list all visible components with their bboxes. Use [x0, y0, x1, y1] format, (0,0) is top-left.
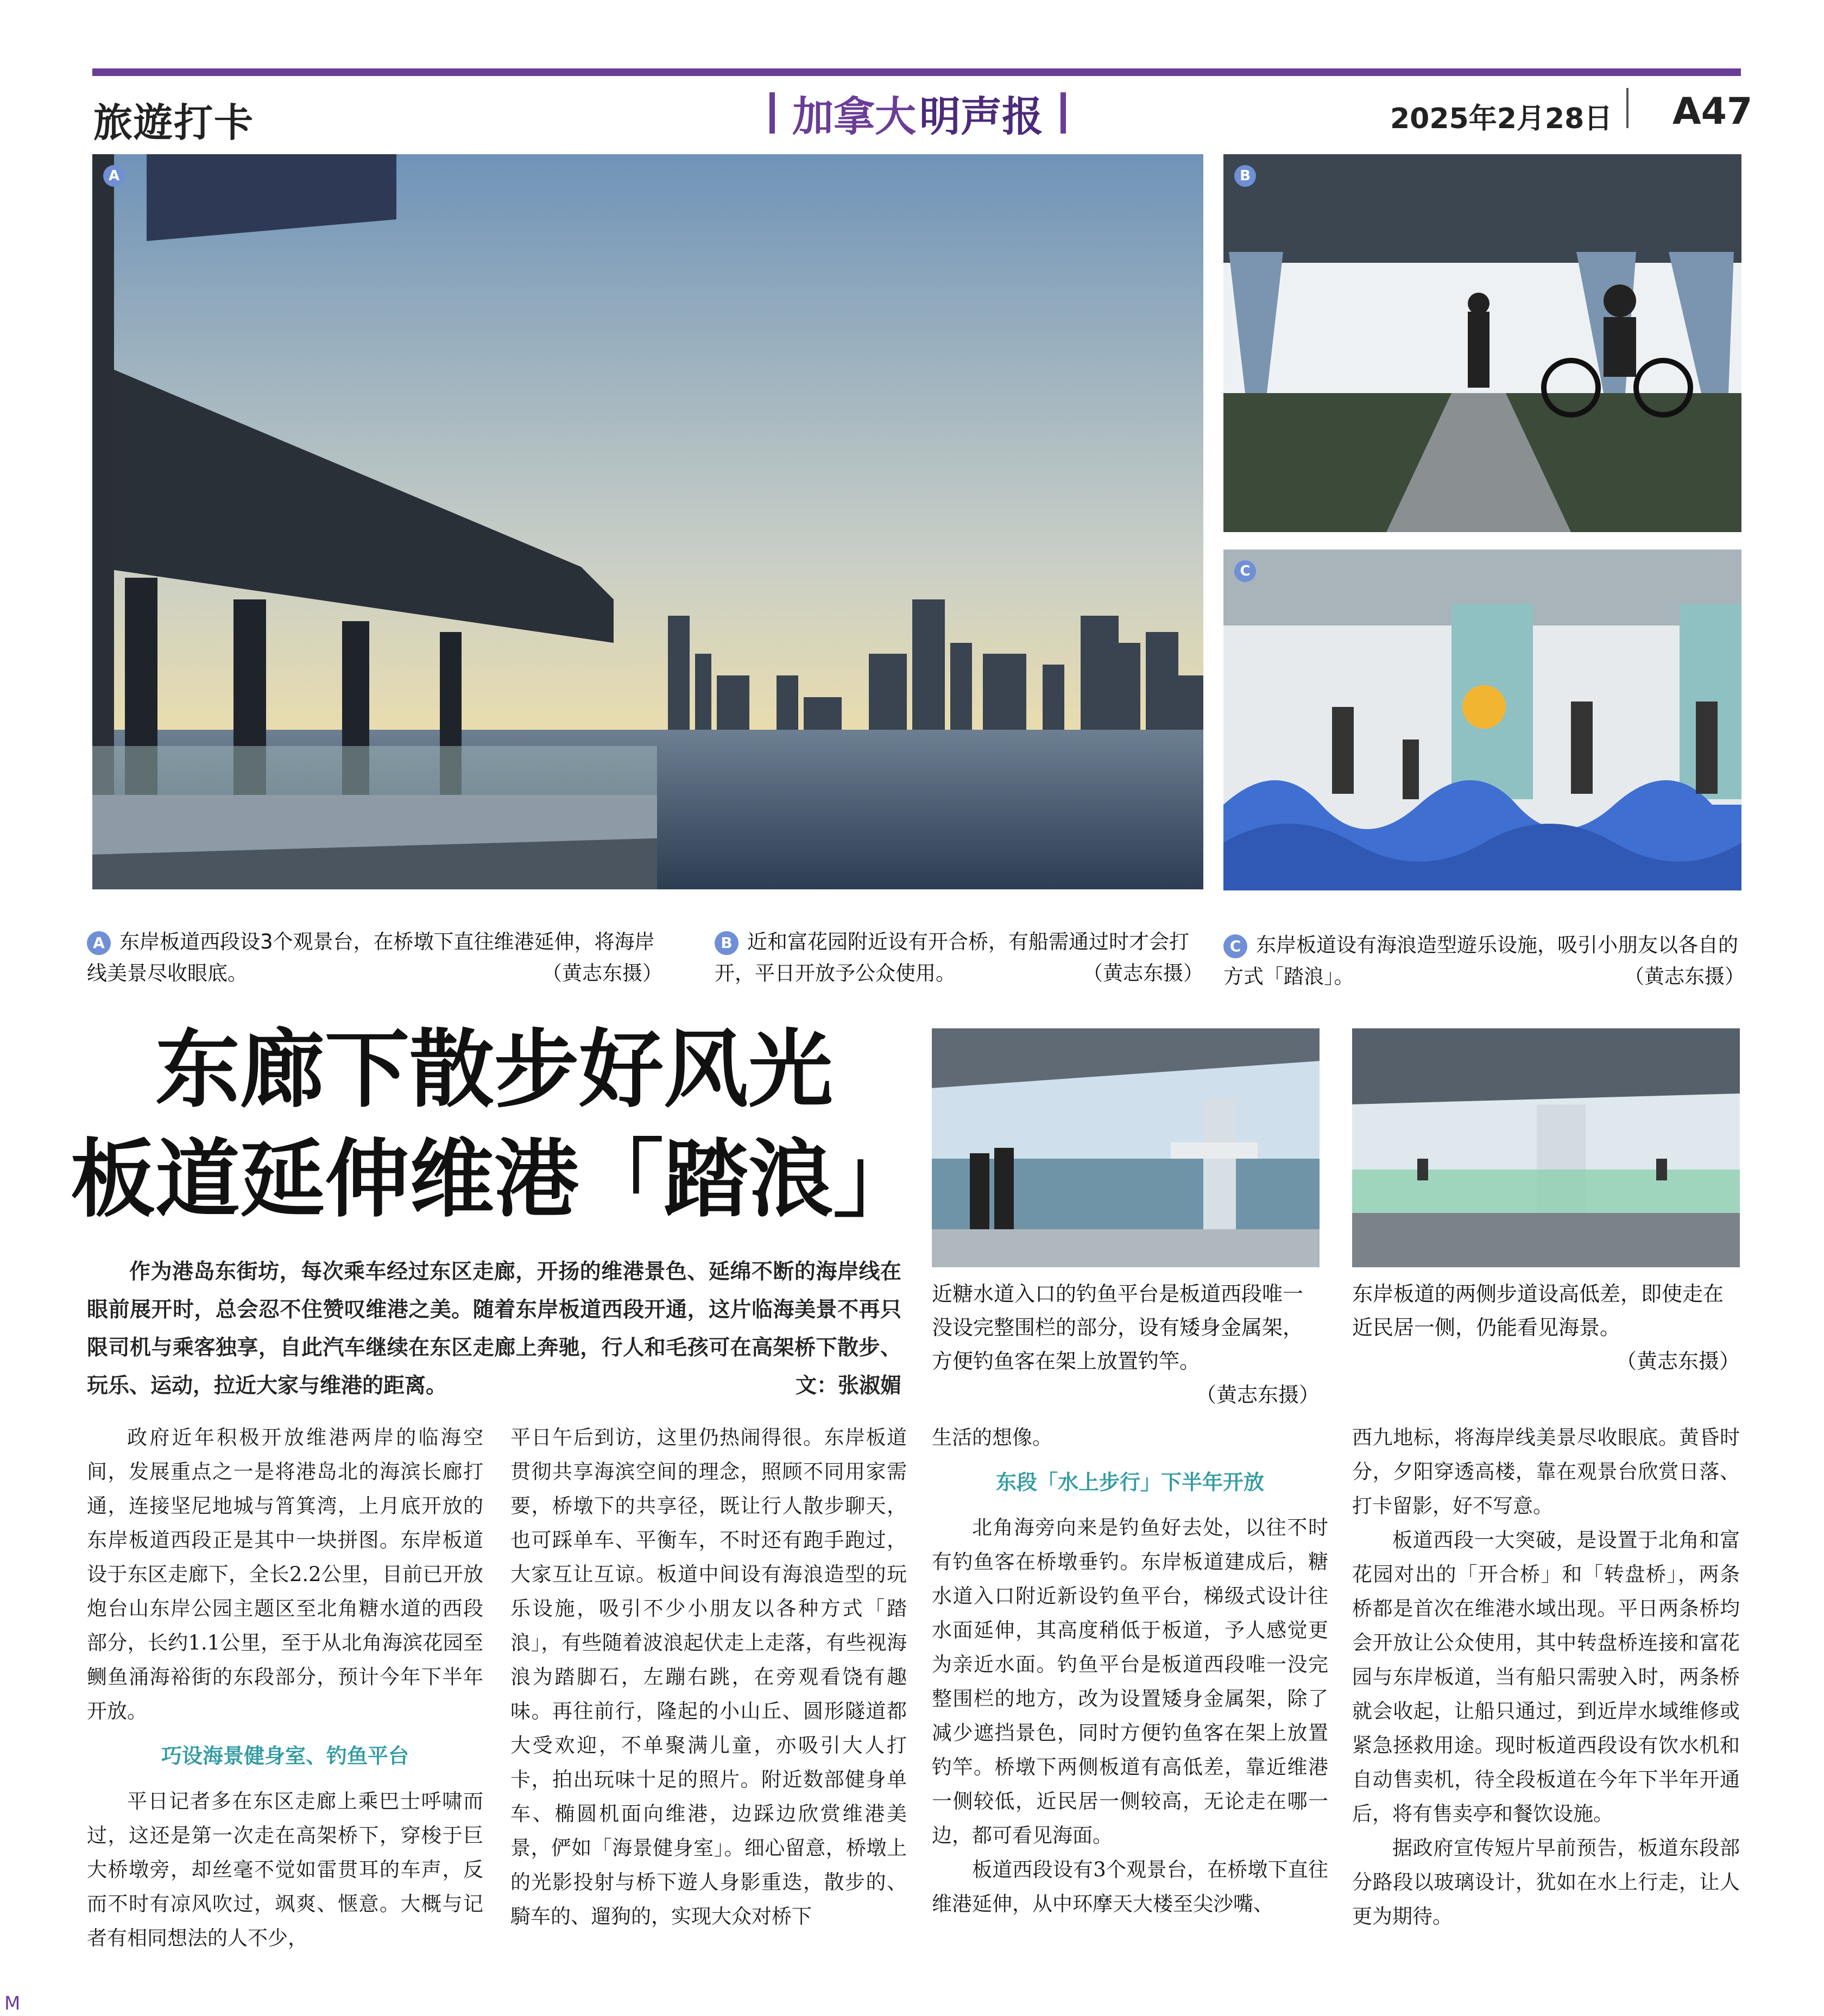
caption-c-credit: （黄志东摄） — [1624, 965, 1745, 988]
byline: 文：张淑媚 — [795, 1374, 901, 1398]
top-accent-bar — [92, 68, 1741, 76]
lead-text: 作为港岛东街坊，每次乘车经过东区走廊，开扬的维港景色、延绵不断的海岸线在眼前展开时，总会忍不住赞叹维港之美。随着东岸板道西段开通，这片临海美景不再只限司机与乘客独享，自此汽车继续在东区走廊上奔驰，行人和毛孩可在高架桥下散步、玩乐、运动，拉近大家与维港的距离。 — [87, 1260, 901, 1398]
body-column-1 — [87, 1420, 483, 1955]
page-number: A47 — [1672, 90, 1753, 133]
photo-b-illustration — [1223, 154, 1741, 532]
photo-d — [932, 1028, 1320, 1267]
photo-b-marker: B — [1234, 165, 1256, 187]
col1-subheading: 巧设海景健身室、钓鱼平台 — [161, 1744, 409, 1768]
col4-paragraph-1: 西九地标，将海岸线美景尽收眼底。黄昏时分，夕阳穿透高楼，靠在观景台欣赏日落、打卡留影，好不写意。 — [1352, 1426, 1740, 1518]
col1-paragraph-1: 政府近年积极开放维港两岸的临海空间，发展重点之一是将港岛北的海滨长廊打通，连接坚尼地城与筲箕湾，上月底开放的东岸板道西段正是其中一块拼图。东岸板道设于东区走廊下，全长2.2公里，目前已开放炮台山东岸公园主题区至北角糖水道的西段部分，长约1.1公里，至于从北角海滨花园至鲗鱼涌海裕街的东段部分，预计今年下半年开放。 — [87, 1426, 483, 1723]
body-column-4 — [1352, 1420, 1740, 1933]
col3-paragraph-1: 生活的想像。 — [932, 1426, 1052, 1449]
masthead-bar-right — [1061, 92, 1066, 134]
caption-a-marker: A — [87, 931, 111, 955]
headline-line2: 板道延伸维港「踏浪」 — [71, 1129, 918, 1229]
photo-c — [1223, 549, 1741, 890]
caption-e-credit: （黄志东摄） — [1615, 1349, 1740, 1373]
caption-e — [1352, 1277, 1740, 1378]
col1-paragraph-2: 平日记者多在东区走廊上乘巴士呼啸而过，这还是第一次走在高架桥下，穿梭于巨大桥墩旁，却丝毫不觉如雷贯耳的车声，反而不时有凉风吹过，飒爽、惬意。大概与记者有相同想法的人不少， — [87, 1790, 483, 1950]
photo-e — [1352, 1028, 1740, 1267]
caption-c-marker: C — [1223, 934, 1247, 958]
footer-mark: M — [4, 1993, 21, 2014]
photo-a-marker: A — [103, 165, 125, 187]
headline-line1: 东廊下散步好风光 — [155, 1020, 833, 1119]
photo-c-illustration — [1223, 549, 1741, 890]
masthead-part2: 明声报 — [919, 92, 1043, 141]
caption-b-marker: B — [715, 931, 739, 955]
masthead — [744, 86, 1091, 140]
caption-b-text: 近和富花园附近设有开合桥，有船需通过时才会打开，平日开放予公众使用。 — [715, 930, 1189, 985]
caption-b-credit: （黄志东摄） — [1083, 962, 1203, 985]
photo-b — [1223, 154, 1741, 532]
masthead-bar-left — [769, 92, 775, 134]
caption-c — [1223, 930, 1745, 993]
caption-a-credit: （黄志东摄） — [542, 962, 662, 985]
caption-e-text: 东岸板道的两侧步道设高低差，即使走在近民居一侧，仍能看见海景。 — [1352, 1282, 1724, 1339]
section-title: 旅遊打卡 — [93, 100, 255, 146]
photo-d-illustration — [932, 1028, 1320, 1267]
caption-d — [932, 1277, 1320, 1412]
col3-subheading: 东段「水上步行」下半年开放 — [995, 1470, 1264, 1494]
caption-c-text: 东岸板道设有海浪造型遊乐设施，吸引小朋友以各自的方式「踏浪」。 — [1223, 933, 1738, 988]
photo-e-illustration — [1352, 1028, 1740, 1267]
body-column-3 — [932, 1420, 1328, 1921]
col2-paragraph-1: 平日午后到访，这里仍热闹得很。东岸板道贯彻共享海滨空间的理念，照顾不同用家需要，桥墩下的共享径，既让行人散步聊天，也可踩单车、平衡车，不时还有跑手跑过，大家互让互谅。板道中间设有海浪造型的玩乐设施，吸引不少小朋友以各种方式「踏浪」，有些随着波浪起伏走上走落，有些视海浪为踏脚石，左蹦右跳，在旁观看饶有趣味。再往前行，隆起的小山丘、圆形隧道都大受欢迎，不单聚满儿童，亦吸引大人打卡，拍出玩味十足的照片。附近数部健身单车、椭圆机面向维港，边踩边欣赏维港美景，俨如「海景健身室」。细心留意，桥墩上的光影投射与桥下遊人身影重迭，散步的、騎车的、遛狗的，实现大众对桥下 — [510, 1426, 907, 1928]
caption-d-credit: （黄志东摄） — [1195, 1383, 1320, 1407]
caption-a — [87, 926, 662, 989]
body-column-2 — [510, 1420, 907, 1933]
col3-paragraph-3: 板道西段设有3个观景台，在桥墩下直往维港延伸，从中环摩天大楼至尖沙嘴、 — [932, 1858, 1328, 1916]
caption-d-text: 近糖水道入口的钓鱼平台是板道西段唯一没设完整围栏的部分，设有矮身金属架，方便钓鱼客在架上放置钓竿。 — [932, 1282, 1304, 1373]
header-divider — [1626, 88, 1629, 128]
photo-a-illustration — [92, 154, 1203, 889]
masthead-part1: 加拿大 — [792, 92, 916, 141]
caption-a-text: 东岸板道西段设3个观景台，在桥墩下直往维港延伸，将海岸线美景尽收眼底。 — [87, 930, 655, 985]
photo-a — [92, 154, 1203, 889]
col3-paragraph-2: 北角海旁向来是钓鱼好去处，以往不时有钓鱼客在桥墩垂钓。东岸板道建成后，糖水道入口附近新设钓鱼平台，梯级式设计往水面延伸，其高度稍低于板道，予人感觉更为亲近水面。钓鱼平台是板道西段唯一没完整围栏的地方，改为设置矮身金属架，除了减少遮挡景色，同时方便钓鱼客在架上放置钓竿。桥墩下两侧板道有高低差，靠近维港一侧较低，近民居一侧较高，无论走在哪一边，都可看见海面。 — [932, 1516, 1328, 1847]
caption-b — [715, 926, 1203, 989]
issue-date: 2025年2月28日 — [1390, 103, 1613, 135]
photo-c-marker: C — [1234, 560, 1256, 582]
col4-paragraph-3: 据政府宣传短片早前预告，板道东段部分路段以玻璃设计，犹如在水上行走，让人更为期待。 — [1352, 1836, 1740, 1928]
lead-paragraph — [87, 1253, 901, 1405]
col4-paragraph-2: 板道西段一大突破，是设置于北角和富花园对出的「开合桥」和「转盘桥」，两条桥都是首次在维港水域出现。平日两条桥均会开放让公众使用，其中转盘桥连接和富花园与东岸板道，当有船只需驶入时，两条桥就会收起，让船只通过，到近岸水域维修或紧急拯救用途。现时板道西段设有饮水机和自动售卖机，待全段板道在今年下半年开通后，将有售卖亭和餐饮设施。 — [1352, 1528, 1740, 1825]
